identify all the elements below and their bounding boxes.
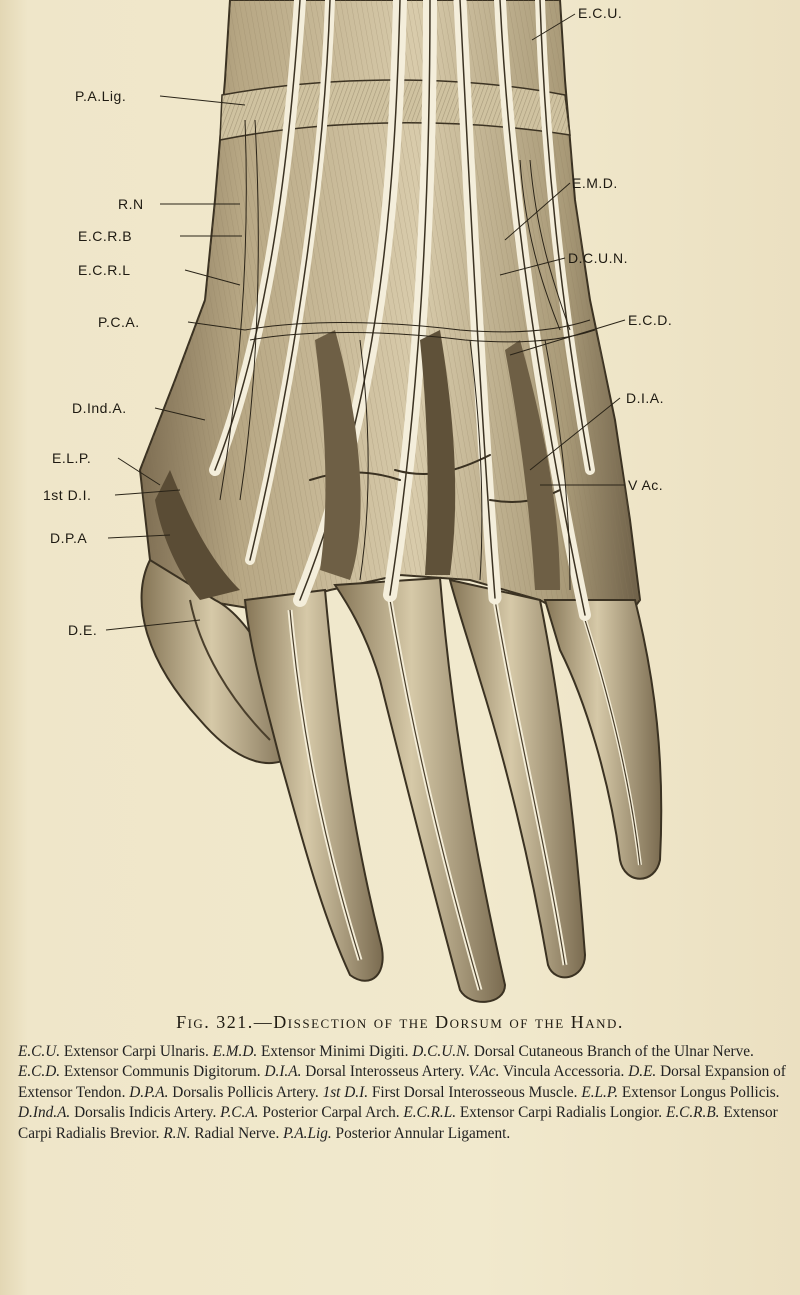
legend-description: Extensor Carpi Radialis Longior. [456, 1104, 666, 1122]
label-e-c-d: E.C.D. [628, 312, 673, 328]
legend-abbreviation: E.C.R.L. [403, 1104, 457, 1122]
legend-abbreviation: E.L.P. [581, 1083, 619, 1101]
legend-description: Extensor Longus Pollicis. [618, 1083, 780, 1101]
legend-entry [129, 1084, 322, 1101]
legend-description: Dorsalis Indicis Artery. [70, 1104, 221, 1122]
legend-entry [403, 1104, 666, 1121]
legend-abbreviation: E.C.D. [18, 1063, 61, 1081]
label-e-c-r-l: E.C.R.L [78, 262, 131, 278]
legend-abbreviation: D.I.A. [264, 1063, 302, 1081]
legend-description: Extensor Minimi Digiti. [257, 1043, 413, 1060]
legend-entry [468, 1063, 628, 1080]
legend-entry [581, 1084, 779, 1101]
legend-entry [283, 1125, 510, 1142]
label-p-c-a: P.C.A. [98, 314, 140, 330]
legend-description: Radial Nerve. [190, 1124, 284, 1142]
legend-description: Dorsal Cutaneous Branch of the Ulnar Nerve. [470, 1043, 754, 1060]
index-finger [245, 590, 383, 981]
legend-description: First Dorsal Interosseous Muscle. [368, 1083, 582, 1101]
label-v-ac: V Ac. [628, 477, 664, 493]
legend-description: Extensor Communis Digitorum. [60, 1063, 265, 1081]
label-e-c-r-b: E.C.R.B [78, 228, 133, 244]
label-d-c-u-n: D.C.U.N. [568, 250, 628, 266]
legend-entry [18, 1043, 213, 1060]
legend-description: Vincula Accessoria. [499, 1063, 629, 1081]
legend-abbreviation: D.Ind.A. [18, 1104, 71, 1122]
label-d-e: D.E. [68, 622, 98, 638]
label-e-c-u: E.C.U. [578, 5, 623, 21]
legend-description: Dorsalis Pollicis Artery. [168, 1083, 323, 1101]
legend-abbreviation: E.C.U. [18, 1043, 61, 1060]
legend-entry [323, 1084, 582, 1101]
legend-description: Extensor Carpi Radialis Brevior. [18, 1104, 778, 1142]
legend-abbreviation: V.Ac. [468, 1063, 500, 1081]
label-d-p-a: D.P.A [50, 530, 88, 546]
legend-entry [264, 1063, 468, 1080]
legend-abbreviation: R.N. [163, 1124, 191, 1142]
legend-entry [18, 1063, 264, 1080]
legend-abbreviation: D.C.U.N. [412, 1043, 471, 1060]
label-p-a-lig: P.A.Lig. [75, 88, 127, 104]
legend-abbreviation: P.A.Lig. [283, 1124, 332, 1142]
legend-abbreviation: P.C.A. [220, 1104, 259, 1122]
label-1st-d-i: 1st D.I. [43, 487, 92, 503]
legend-entry [18, 1104, 220, 1121]
legend-abbreviation: E.C.R.B. [665, 1104, 720, 1122]
legend-abbreviation: 1st D.I. [322, 1083, 369, 1101]
legend-abbreviation: D.E. [628, 1063, 657, 1081]
legend-description: Dorsal Expansion of Extensor Tendon. [18, 1063, 786, 1101]
label-e-l-p: E.L.P. [52, 450, 92, 466]
legend-description: Extensor Carpi Ulnaris. [60, 1043, 213, 1060]
label-d-ind-a: D.Ind.A. [72, 400, 127, 416]
legend-entry [163, 1125, 283, 1142]
legend-entry [412, 1043, 754, 1060]
legend-description: Posterior Carpal Arch. [258, 1104, 404, 1122]
label-r-n: R.N [118, 196, 144, 212]
legend-description: Dorsal Interosseus Artery. [301, 1063, 469, 1081]
figure-title: Fig. 321.—Dissection of the Dorsum of the Hand. [176, 1012, 624, 1032]
figure-legend [18, 1042, 788, 1144]
label-e-m-d: E.M.D. [572, 175, 618, 191]
label-d-i-a: D.I.A. [626, 390, 665, 406]
legend-description: Posterior Annular Ligament. [331, 1124, 511, 1142]
legend-abbreviation: D.P.A. [129, 1083, 169, 1101]
legend-abbreviation: E.M.D. [212, 1043, 258, 1060]
legend-entry [213, 1043, 413, 1060]
legend-entry [220, 1104, 403, 1121]
